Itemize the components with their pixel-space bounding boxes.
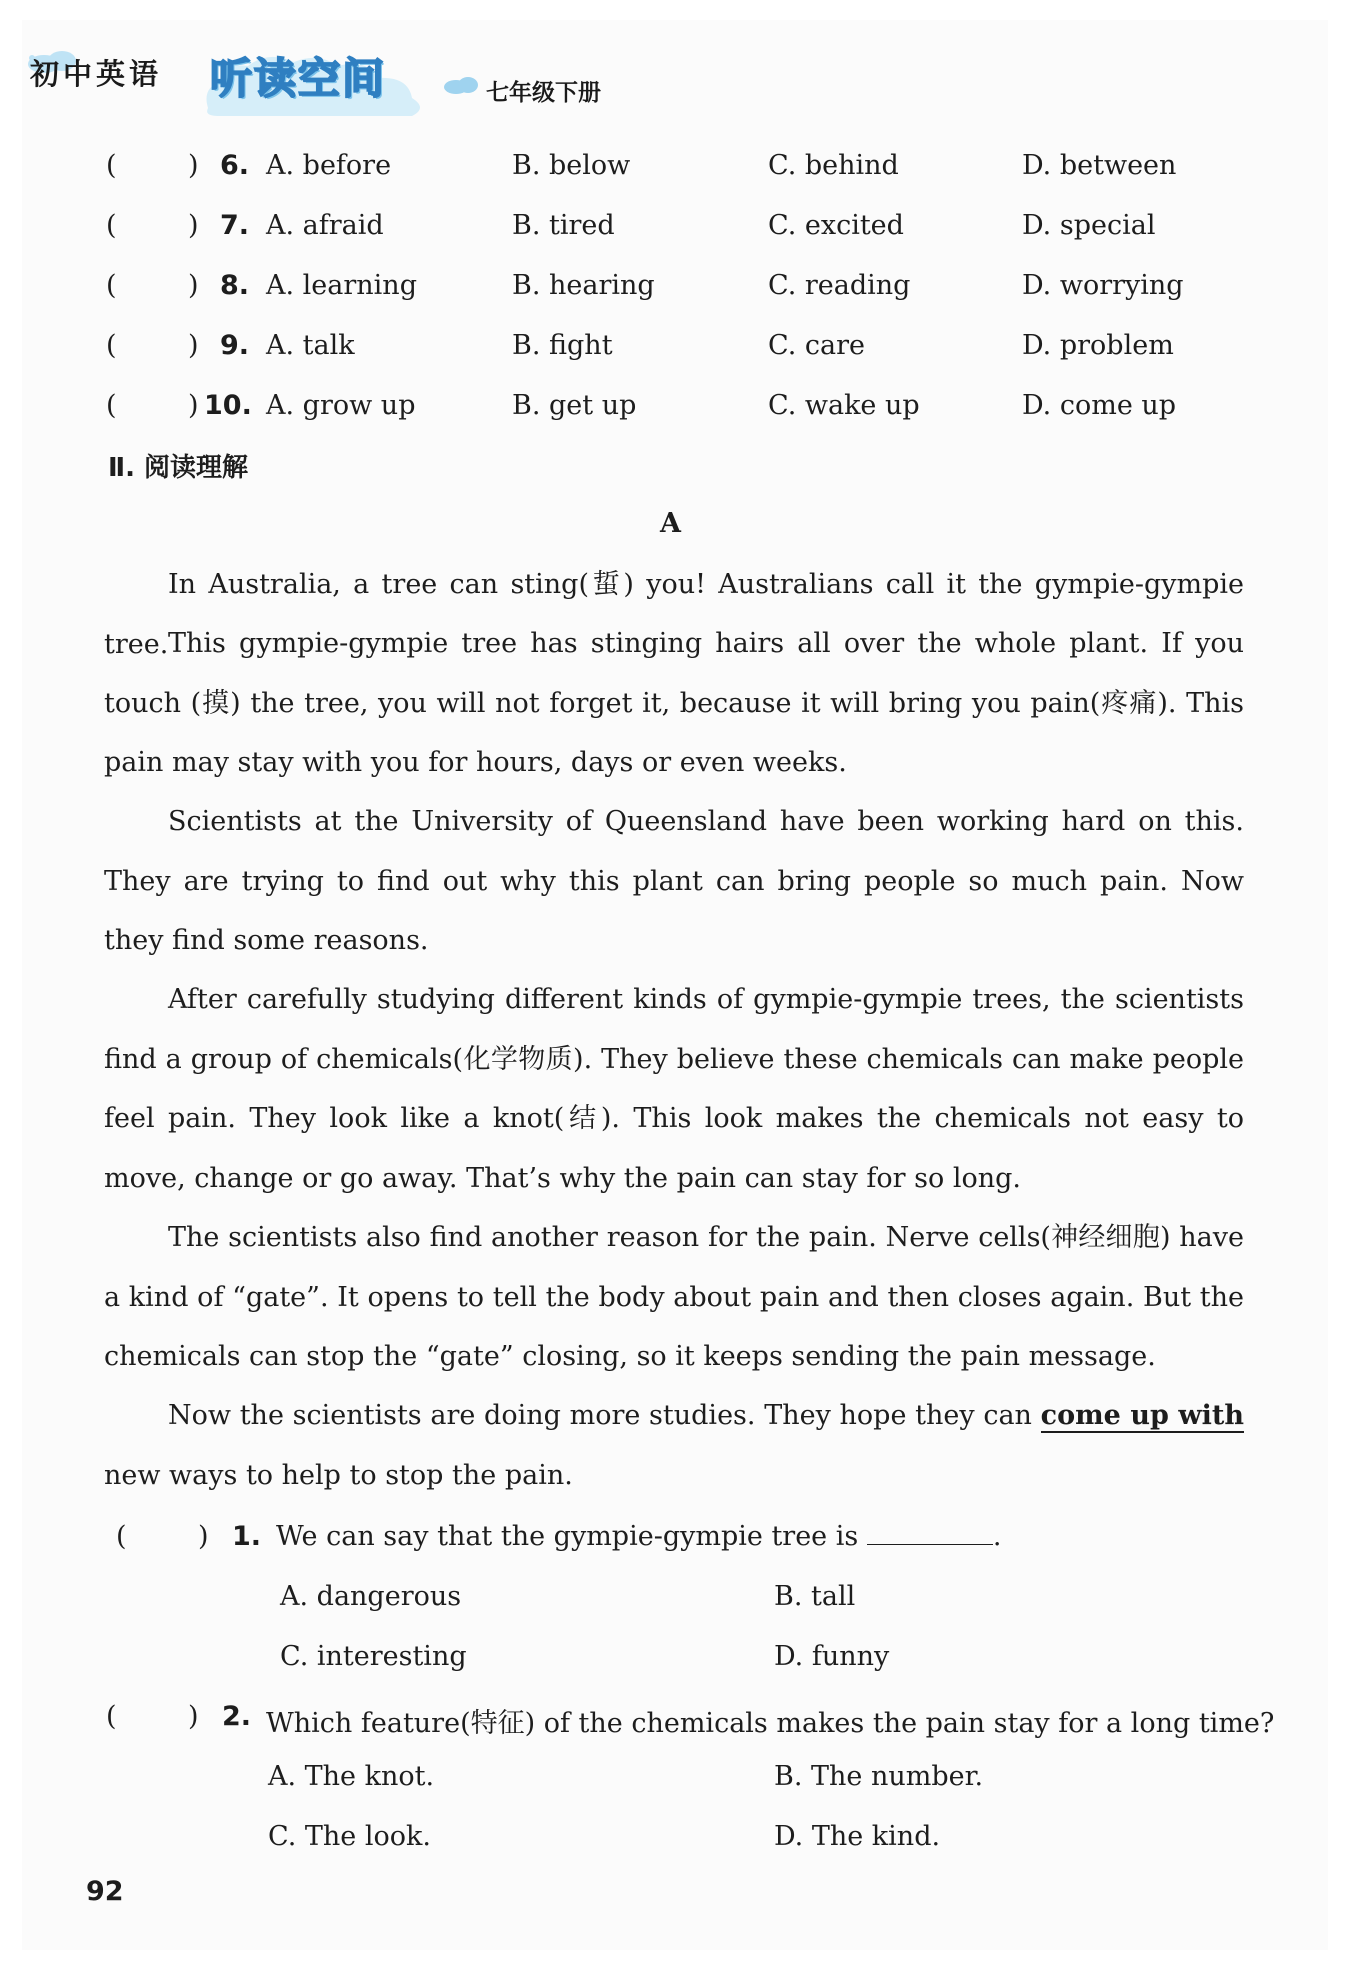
cloud-decoration-icon xyxy=(442,74,482,98)
option-d: D. between xyxy=(1022,150,1177,181)
answer-paren-open: ( xyxy=(106,210,117,241)
answer-paren-close: ) xyxy=(188,390,199,421)
key-phrase: come up with xyxy=(1040,1400,1244,1431)
option-a: A. learning xyxy=(266,270,417,301)
option-a: A. The knot. xyxy=(268,1761,435,1792)
option-b: B. fight xyxy=(512,330,613,361)
option-d: D. worrying xyxy=(1022,270,1184,301)
option-d: D. funny xyxy=(774,1641,890,1672)
option-a: A. dangerous xyxy=(280,1581,462,1612)
series-title: 初中英语 xyxy=(30,57,163,91)
passage-paragraph: After carefully studying different kinds of gympie-gympie trees, the scientists find a group of chemicals(化学物质). They believe these chemicals can make people feel pain. They look like a knot(结). This look makes the chemicals not easy to move, change or go away. That’s why the pain can stay for so long. xyxy=(104,984,1244,1194)
option-b: B. hearing xyxy=(512,270,655,301)
answer-paren-open: ( xyxy=(106,270,117,301)
option-c: C. care xyxy=(768,330,865,361)
option-b: B. tall xyxy=(774,1581,856,1612)
option-a: A. grow up xyxy=(266,390,416,421)
brand-title: 听读空间 xyxy=(210,54,387,103)
option-c: C. interesting xyxy=(280,1641,467,1672)
answer-paren-open: ( xyxy=(106,330,117,361)
question-stem xyxy=(276,1521,1001,1552)
option-d: D. The kind. xyxy=(774,1821,941,1852)
option-a: A. afraid xyxy=(266,210,384,241)
answer-paren-open: ( xyxy=(106,390,117,421)
option-c: C. behind xyxy=(768,150,899,181)
passage-paragraph: The scientists also find another reason for the pain. Nerve cells(神经细胞) have a kind of “gate”. It opens to tell the body about pain and then closes again. But the chemicals can stop the “gate” closing, so it keeps sending the pain message. xyxy=(104,1222,1244,1372)
answer-paren-close: ) xyxy=(188,330,199,361)
option-c: C. The look. xyxy=(268,1821,431,1852)
option-b: B. below xyxy=(512,150,631,181)
option-a: A. before xyxy=(266,150,392,181)
page-number: 92 xyxy=(86,1876,124,1907)
section-heading: Ⅱ. 阅读理解 xyxy=(108,453,249,483)
option-a: A. talk xyxy=(266,330,355,361)
answer-paren-open: ( xyxy=(116,1521,127,1552)
answer-paren-close: ) xyxy=(188,270,199,301)
answer-paren-close: ) xyxy=(188,1701,199,1732)
question-number: 2. xyxy=(222,1701,252,1732)
question-number: 8. xyxy=(220,270,250,301)
option-c: C. excited xyxy=(768,210,904,241)
answer-paren-open: ( xyxy=(106,1701,117,1732)
answer-blank[interactable] xyxy=(867,1522,993,1545)
answer-paren-close: ) xyxy=(198,1521,209,1552)
option-d: D. special xyxy=(1022,210,1156,241)
passage-paragraph: Scientists at the University of Queensland have been working hard on this. They are trying to find out why this plant can bring people so much pain. Now they find some reasons. xyxy=(104,806,1244,956)
option-c: C. reading xyxy=(768,270,911,301)
passage-title: A xyxy=(660,508,681,539)
question-stem-end: . xyxy=(992,1521,1002,1552)
option-b: B. get up xyxy=(512,390,637,421)
paragraph-text: new ways to help to stop the pain. xyxy=(104,1459,573,1491)
answer-paren-close: ) xyxy=(188,210,199,241)
option-c: C. wake up xyxy=(768,390,920,421)
question-stem-text: We can say that the gympie-gympie tree is xyxy=(276,1521,859,1552)
question-number: 1. xyxy=(232,1521,262,1552)
question-number: 6. xyxy=(220,150,250,181)
question-number: 7. xyxy=(220,210,250,241)
passage-paragraph xyxy=(104,1386,1244,1505)
passage-paragraph: In Australia, a tree can sting(蜇) you! Australians call it the gympie-gympie tree. xyxy=(104,569,1244,660)
grade-label: 七年级下册 xyxy=(486,80,601,106)
answer-paren-open: ( xyxy=(106,150,117,181)
option-d: D. problem xyxy=(1022,330,1174,361)
question-number: 10. xyxy=(204,390,252,421)
question-number: 9. xyxy=(220,330,250,361)
passage-paragraph: This gympie-gympie tree has stinging hairs all over the whole plant. If you touch (摸) the tree, you will not forget it, because it will bring you pain(疼痛). This pain may stay with you for hours, days or even weeks. xyxy=(104,628,1244,778)
answer-paren-close: ) xyxy=(188,150,199,181)
question-stem: Which feature(特征) of the chemicals makes the pain stay for a long time? xyxy=(266,1708,1275,1739)
option-d: D. come up xyxy=(1022,390,1177,421)
paragraph-text: Now the scientists are doing more studies. They hope they can xyxy=(168,1400,1041,1431)
option-b: B. tired xyxy=(512,210,615,241)
option-b: B. The number. xyxy=(774,1761,984,1792)
